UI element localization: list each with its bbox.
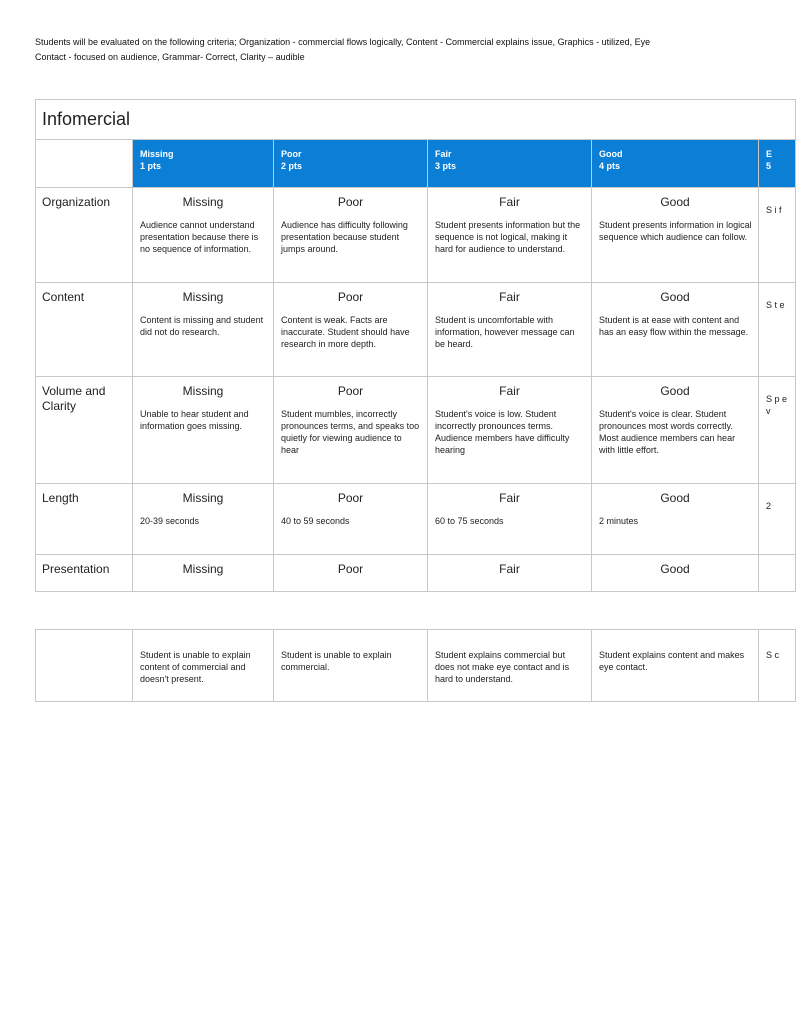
rating-cell bbox=[759, 484, 796, 555]
criterion-row-presentation bbox=[36, 555, 796, 592]
rating-cell-title bbox=[759, 188, 795, 195]
rating-cell-description: 60 to 75 seconds bbox=[435, 516, 504, 526]
rating-cell-title: Good bbox=[660, 491, 690, 505]
criterion-row-organization bbox=[36, 188, 796, 283]
intro-line-2: Contact - focused on audience, Grammar- Correct, Clarity – audible bbox=[35, 52, 305, 62]
rating-cell-title bbox=[759, 484, 795, 491]
rating-cell-title: Fair bbox=[499, 491, 520, 505]
rating-cell-title: Fair bbox=[499, 195, 520, 209]
rubric-title: Infomercial bbox=[36, 100, 796, 140]
rating-cell bbox=[428, 283, 592, 377]
rating-cell-description: Audience cannot understand presentation because there is no sequence of information. bbox=[140, 220, 259, 254]
rating-cell-title: Fair bbox=[499, 290, 520, 304]
rating-cell bbox=[592, 484, 759, 555]
rating-cell bbox=[592, 555, 759, 592]
rating-cell bbox=[274, 630, 428, 702]
presentation-continuation-table bbox=[35, 629, 796, 702]
rating-cell-title: Good bbox=[660, 290, 690, 304]
rating-cell-description: 2 bbox=[766, 501, 772, 511]
rating-cell-title: Poor bbox=[337, 491, 364, 505]
criterion-label: Volume and Clarity bbox=[36, 377, 133, 484]
rating-cell-description: Student is uncomfortable with information, however message can be heard. bbox=[435, 315, 575, 349]
rating-cell bbox=[759, 188, 796, 283]
rating-cell bbox=[759, 555, 796, 592]
criterion-label: Organization bbox=[36, 188, 133, 283]
rating-cell-title: Poor bbox=[337, 562, 364, 576]
rating-cell-description: S c bbox=[766, 650, 780, 660]
rating-cell bbox=[133, 377, 274, 484]
rubric-continuation bbox=[35, 629, 795, 702]
rating-header-poor bbox=[274, 140, 428, 188]
rating-cell-title: Fair bbox=[499, 562, 520, 576]
rating-name: Good bbox=[599, 149, 623, 159]
criterion-label: Presentation bbox=[36, 555, 133, 592]
rating-cell bbox=[274, 555, 428, 592]
rating-points: 2 pts bbox=[281, 161, 303, 171]
rating-cell-title: Poor bbox=[337, 195, 364, 209]
rating-cell-title: Missing bbox=[182, 384, 224, 398]
rating-cell-description: S t e bbox=[766, 300, 785, 310]
rating-cell bbox=[133, 484, 274, 555]
rating-cell-title: Missing bbox=[182, 290, 224, 304]
rating-cell-title: Poor bbox=[337, 384, 364, 398]
rating-cell bbox=[428, 188, 592, 283]
criterion-row-length bbox=[36, 484, 796, 555]
rating-name: Fair bbox=[435, 149, 452, 159]
rating-cell-description: S i f bbox=[766, 205, 782, 215]
rating-cell-description: Content is missing and student did not do research. bbox=[140, 315, 264, 337]
criteria-header-blank bbox=[36, 140, 133, 188]
rating-cell bbox=[592, 377, 759, 484]
rating-cell bbox=[133, 630, 274, 702]
rating-cell bbox=[592, 188, 759, 283]
criterion-row-content bbox=[36, 283, 796, 377]
rating-cell bbox=[428, 484, 592, 555]
rating-cell bbox=[592, 630, 759, 702]
criterion-row-volume-clarity bbox=[36, 377, 796, 484]
rating-cell-title: Good bbox=[660, 384, 690, 398]
presentation-description-row bbox=[36, 630, 796, 702]
intro-line-1: Students will be evaluated on the following criteria; Organization - commercial flows logically, Content - Commercial explains issue, Graphics - utilized, Eye bbox=[35, 37, 651, 47]
rating-cell bbox=[133, 188, 274, 283]
rating-cell-title: Missing bbox=[182, 491, 224, 505]
rating-cell-description: Student is at ease with content and has an easy flow within the message. bbox=[599, 315, 749, 337]
rating-name: Missing bbox=[140, 149, 174, 159]
rating-cell-description: Student mumbles, incorrectly pronounces terms, and speaks too quietly for viewing audience to hear bbox=[281, 409, 420, 455]
rating-cell-description: Student presents information in logical sequence which audience can follow. bbox=[599, 220, 752, 242]
rating-cell-description: S p e v bbox=[766, 394, 788, 416]
rating-cell-description: 2 minutes bbox=[599, 516, 639, 526]
rating-points: 1 pts bbox=[140, 161, 162, 171]
rating-cell-description: Student's voice is low. Student incorrectly pronounces terms. Audience members have difficulty hearing bbox=[435, 409, 570, 455]
rating-cell-title bbox=[759, 555, 795, 562]
rubric-table bbox=[35, 99, 796, 592]
rating-header-fair bbox=[428, 140, 592, 188]
rating-cell bbox=[428, 377, 592, 484]
rating-cell-title: Fair bbox=[499, 384, 520, 398]
rating-cell-description: Student is unable to explain commercial. bbox=[281, 650, 392, 672]
rating-cell bbox=[759, 630, 796, 702]
rating-cell-title: Missing bbox=[182, 562, 224, 576]
rating-cell-description: Audience has difficulty following presentation because student jumps around. bbox=[281, 220, 408, 254]
rating-name: Poor bbox=[281, 149, 302, 159]
rating-points: 3 pts bbox=[435, 161, 457, 171]
rating-cell bbox=[133, 283, 274, 377]
rating-cell bbox=[759, 283, 796, 377]
rating-cell-title: Missing bbox=[182, 195, 224, 209]
rating-header-good bbox=[592, 140, 759, 188]
rating-cell bbox=[759, 377, 796, 484]
rating-cell bbox=[274, 188, 428, 283]
rating-cell bbox=[592, 283, 759, 377]
rating-cell-description: Student presents information but the sequence is not logical, making it hard for audience to understand. bbox=[435, 220, 581, 254]
criterion-label: Length bbox=[36, 484, 133, 555]
rating-cell bbox=[133, 555, 274, 592]
rating-cell-description: Student explains content and makes eye contact. bbox=[599, 650, 745, 672]
rating-name: E bbox=[766, 149, 773, 159]
rating-cell-description: Unable to hear student and information goes missing. bbox=[140, 409, 249, 431]
rating-cell-description: 40 to 59 seconds bbox=[281, 516, 350, 526]
rating-cell-title: Poor bbox=[337, 290, 364, 304]
rating-cell-title: Good bbox=[660, 562, 690, 576]
rating-header-missing bbox=[133, 140, 274, 188]
rating-cell-description: Student explains commercial but does not make eye contact and is hard to understand. bbox=[435, 650, 570, 684]
rating-points: 5 bbox=[766, 161, 772, 171]
rating-cell-description: 20-39 seconds bbox=[140, 516, 200, 526]
rating-cell bbox=[274, 283, 428, 377]
rating-cell-title: Good bbox=[660, 195, 690, 209]
rating-cell-title bbox=[759, 377, 795, 384]
rating-cell-description: Student is unable to explain content of commercial and doesn't present. bbox=[140, 650, 251, 684]
rating-points: 4 pts bbox=[599, 161, 621, 171]
rating-cell-description: Content is weak. Facts are inaccurate. Student should have research in more depth. bbox=[281, 315, 410, 349]
rating-header-row bbox=[36, 140, 796, 188]
criteria-intro bbox=[35, 35, 735, 65]
rubric bbox=[35, 99, 795, 592]
rating-header-excellent bbox=[759, 140, 796, 188]
rating-cell bbox=[428, 555, 592, 592]
criterion-label-blank bbox=[36, 630, 133, 702]
rating-cell bbox=[428, 630, 592, 702]
rating-cell-title bbox=[759, 283, 795, 290]
criterion-label: Content bbox=[36, 283, 133, 377]
rating-cell bbox=[274, 484, 428, 555]
rating-cell-description: Student's voice is clear. Student pronounces most words correctly. Most audience members can hear with little effort. bbox=[599, 409, 736, 455]
rating-cell bbox=[274, 377, 428, 484]
